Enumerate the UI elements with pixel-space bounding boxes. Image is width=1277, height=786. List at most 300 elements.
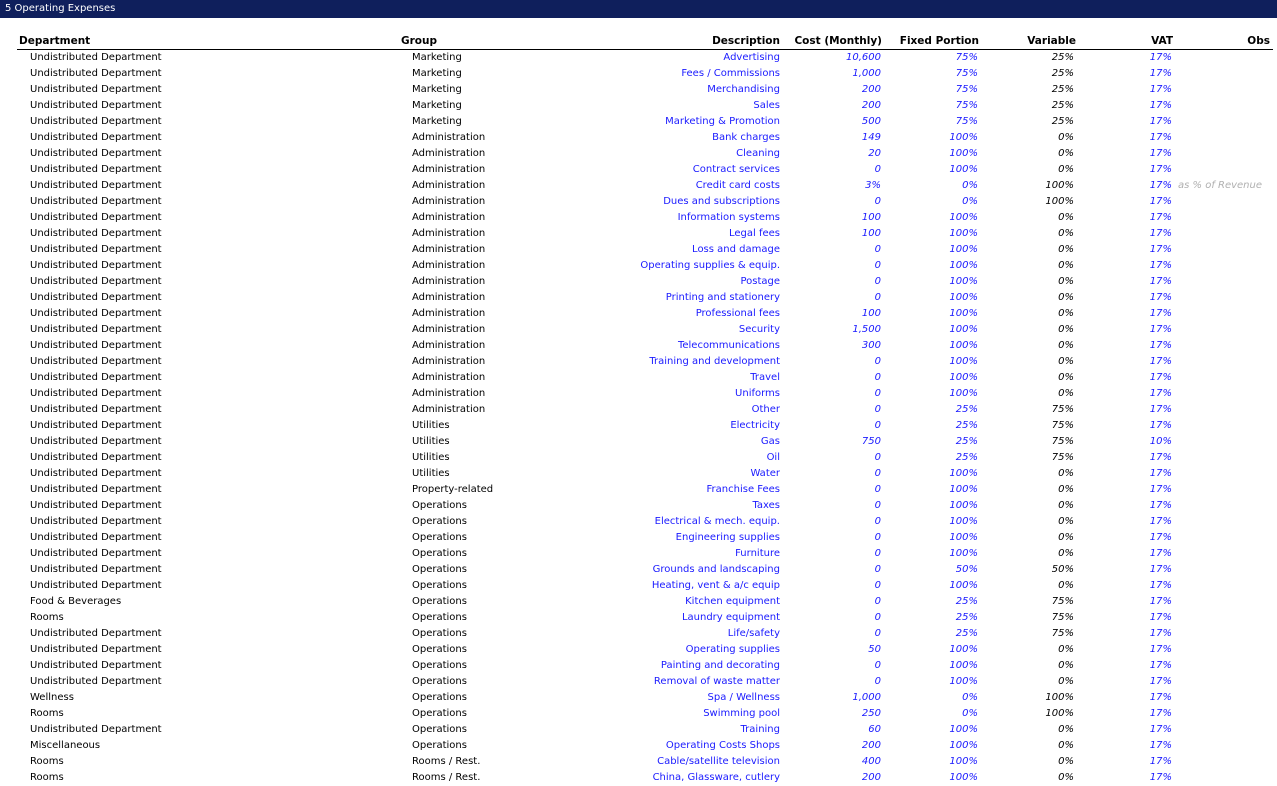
variable-cell: 0% xyxy=(1058,276,1074,287)
variable-cell: 50% xyxy=(1051,564,1074,575)
cost-input-cell[interactable]: 0 xyxy=(874,372,881,383)
group-cell: Operations xyxy=(412,516,467,527)
header-variable: Variable xyxy=(1027,35,1076,47)
variable-cell: 25% xyxy=(1051,100,1074,111)
description-cell[interactable]: Electrical & mech. equip. xyxy=(654,516,780,527)
department-cell: Rooms xyxy=(30,612,64,623)
description-cell[interactable]: Cleaning xyxy=(736,148,780,159)
vat-input-cell[interactable]: 17% xyxy=(1149,500,1172,511)
cost-input-cell[interactable]: 200 xyxy=(861,772,881,783)
department-cell: Undistributed Department xyxy=(30,308,162,319)
table-row xyxy=(0,402,1277,418)
vat-input-cell[interactable]: 17% xyxy=(1149,628,1172,639)
table-row xyxy=(0,258,1277,274)
cost-input-cell[interactable]: 0 xyxy=(874,628,881,639)
group-cell: Operations xyxy=(412,740,467,751)
fixed-portion-input-cell[interactable]: 75% xyxy=(955,84,978,95)
variable-cell: 75% xyxy=(1051,404,1074,415)
vat-input-cell[interactable]: 17% xyxy=(1149,356,1172,367)
description-cell[interactable]: Operating supplies & equip. xyxy=(640,260,780,271)
description-cell[interactable]: Water xyxy=(750,468,780,479)
cost-input-cell[interactable]: 0 xyxy=(874,420,881,431)
description-cell[interactable]: Gas xyxy=(760,436,780,447)
cost-input-cell[interactable]: 1,500 xyxy=(852,324,881,335)
vat-input-cell[interactable]: 17% xyxy=(1149,740,1172,751)
description-cell[interactable]: Heating, vent & a/c equip xyxy=(651,580,780,591)
fixed-portion-input-cell[interactable]: 100% xyxy=(949,756,978,767)
variable-cell: 75% xyxy=(1051,420,1074,431)
vat-input-cell[interactable]: 17% xyxy=(1149,612,1172,623)
group-cell: Administration xyxy=(412,196,486,207)
fixed-portion-input-cell[interactable]: 50% xyxy=(955,564,978,575)
department-cell: Food & Beverages xyxy=(30,596,122,607)
description-cell[interactable]: Cable/satellite television xyxy=(657,756,780,767)
fixed-portion-input-cell[interactable]: 100% xyxy=(949,372,978,383)
table-row xyxy=(0,338,1277,354)
vat-input-cell[interactable]: 17% xyxy=(1149,708,1172,719)
cost-input-cell[interactable]: 0 xyxy=(874,564,881,575)
description-cell[interactable]: Travel xyxy=(750,372,780,383)
description-cell[interactable]: Credit card costs xyxy=(695,180,780,191)
description-cell[interactable]: Life/safety xyxy=(727,628,780,639)
table-row xyxy=(0,178,1277,194)
vat-input-cell[interactable]: 17% xyxy=(1149,388,1172,399)
group-cell: Utilities xyxy=(412,468,450,479)
fixed-portion-input-cell[interactable]: 25% xyxy=(955,628,978,639)
cost-input-cell[interactable]: 400 xyxy=(861,756,881,767)
variable-cell: 0% xyxy=(1058,644,1074,655)
description-cell[interactable]: Painting and decorating xyxy=(660,660,780,671)
vat-input-cell[interactable]: 17% xyxy=(1149,420,1172,431)
fixed-portion-input-cell[interactable]: 100% xyxy=(949,516,978,527)
description-cell[interactable]: Operating supplies xyxy=(685,644,780,655)
fixed-portion-input-cell[interactable]: 100% xyxy=(949,724,978,735)
cost-input-cell[interactable]: 0 xyxy=(874,388,881,399)
description-cell[interactable]: Fees / Commissions xyxy=(681,68,780,79)
table-row xyxy=(0,210,1277,226)
variable-cell: 0% xyxy=(1058,356,1074,367)
cost-input-cell[interactable]: 0 xyxy=(874,532,881,543)
fixed-portion-input-cell[interactable]: 100% xyxy=(949,660,978,671)
vat-input-cell[interactable]: 17% xyxy=(1149,292,1172,303)
description-cell[interactable]: Legal fees xyxy=(728,228,780,239)
header-fixed-portion: Fixed Portion xyxy=(899,35,979,47)
description-cell[interactable]: Engineering supplies xyxy=(675,532,780,543)
variable-cell: 0% xyxy=(1058,228,1074,239)
fixed-portion-input-cell[interactable]: 25% xyxy=(955,612,978,623)
variable-cell: 0% xyxy=(1058,532,1074,543)
description-cell[interactable]: Kitchen equipment xyxy=(685,596,780,607)
description-cell[interactable]: Taxes xyxy=(752,500,780,511)
vat-input-cell[interactable]: 17% xyxy=(1149,244,1172,255)
cost-input-cell[interactable]: 10,600 xyxy=(846,52,881,63)
group-cell: Administration xyxy=(412,148,486,159)
table-row xyxy=(0,642,1277,658)
fixed-portion-input-cell[interactable]: 100% xyxy=(949,772,978,783)
fixed-portion-input-cell[interactable]: 100% xyxy=(949,388,978,399)
description-cell[interactable]: Uniforms xyxy=(735,388,780,399)
variable-cell: 0% xyxy=(1058,212,1074,223)
table-row xyxy=(0,514,1277,530)
description-cell[interactable]: Merchandising xyxy=(707,84,780,95)
fixed-portion-input-cell[interactable]: 100% xyxy=(949,340,978,351)
description-cell[interactable]: China, Glassware, cutlery xyxy=(652,772,780,783)
vat-input-cell[interactable]: 17% xyxy=(1149,148,1172,159)
vat-input-cell[interactable]: 17% xyxy=(1149,676,1172,687)
cost-input-cell[interactable]: 0 xyxy=(874,676,881,687)
group-cell: Operations xyxy=(412,708,467,719)
variable-cell: 0% xyxy=(1058,292,1074,303)
group-cell: Administration xyxy=(412,244,486,255)
cost-input-cell[interactable]: 0 xyxy=(874,292,881,303)
table-row xyxy=(0,546,1277,562)
fixed-portion-input-cell[interactable]: 0% xyxy=(962,708,978,719)
fixed-portion-input-cell[interactable]: 25% xyxy=(955,420,978,431)
vat-input-cell[interactable]: 17% xyxy=(1149,564,1172,575)
fixed-portion-input-cell[interactable]: 100% xyxy=(949,276,978,287)
vat-input-cell[interactable]: 17% xyxy=(1149,724,1172,735)
table-row xyxy=(0,114,1277,130)
group-cell: Rooms / Rest. xyxy=(412,772,481,783)
cost-input-cell[interactable]: 100 xyxy=(861,212,881,223)
group-cell: Marketing xyxy=(412,84,462,95)
fixed-portion-input-cell[interactable]: 75% xyxy=(955,52,978,63)
vat-input-cell[interactable]: 17% xyxy=(1149,164,1172,175)
group-cell: Administration xyxy=(412,388,486,399)
fixed-portion-input-cell[interactable]: 100% xyxy=(949,548,978,559)
header-vat: VAT xyxy=(1151,35,1173,47)
table-row xyxy=(0,594,1277,610)
fixed-portion-input-cell[interactable]: 100% xyxy=(949,532,978,543)
table-row xyxy=(0,306,1277,322)
department-cell: Undistributed Department xyxy=(30,468,162,479)
vat-input-cell[interactable]: 17% xyxy=(1149,468,1172,479)
section-title-bar xyxy=(0,0,1277,18)
department-cell: Undistributed Department xyxy=(30,212,162,223)
cost-input-cell[interactable]: 0 xyxy=(874,548,881,559)
cost-input-cell[interactable]: 0 xyxy=(874,260,881,271)
vat-input-cell[interactable]: 17% xyxy=(1149,84,1172,95)
table-row xyxy=(0,66,1277,82)
vat-input-cell[interactable]: 17% xyxy=(1149,772,1172,783)
cost-input-cell[interactable]: 0 xyxy=(874,164,881,175)
header-description: Description xyxy=(712,35,780,47)
department-cell: Undistributed Department xyxy=(30,68,162,79)
table-row xyxy=(0,578,1277,594)
group-cell: Administration xyxy=(412,276,486,287)
description-cell[interactable]: Telecommunications xyxy=(677,340,780,351)
vat-input-cell[interactable]: 17% xyxy=(1149,452,1172,463)
variable-cell: 0% xyxy=(1058,308,1074,319)
cost-input-cell[interactable]: 100 xyxy=(861,228,881,239)
variable-cell: 75% xyxy=(1051,612,1074,623)
variable-cell: 0% xyxy=(1058,244,1074,255)
department-cell: Undistributed Department xyxy=(30,388,162,399)
cost-input-cell[interactable]: 100 xyxy=(861,308,881,319)
vat-input-cell[interactable]: 17% xyxy=(1149,692,1172,703)
vat-input-cell[interactable]: 17% xyxy=(1149,484,1172,495)
vat-input-cell[interactable]: 17% xyxy=(1149,276,1172,287)
fixed-portion-input-cell[interactable]: 0% xyxy=(962,180,978,191)
description-cell[interactable]: Advertising xyxy=(723,52,780,63)
description-cell[interactable]: Furniture xyxy=(735,548,780,559)
table-row xyxy=(0,194,1277,210)
department-cell: Undistributed Department xyxy=(30,132,162,143)
fixed-portion-input-cell[interactable]: 100% xyxy=(949,132,978,143)
cost-input-cell[interactable]: 300 xyxy=(861,340,881,351)
department-cell: Undistributed Department xyxy=(30,724,162,735)
cost-input-cell[interactable]: 0 xyxy=(874,612,881,623)
cost-input-cell[interactable]: 50 xyxy=(868,644,881,655)
cost-input-cell[interactable]: 0 xyxy=(874,468,881,479)
group-cell: Administration xyxy=(412,260,486,271)
variable-cell: 100% xyxy=(1045,180,1074,191)
variable-cell: 0% xyxy=(1058,164,1074,175)
group-cell: Utilities xyxy=(412,452,450,463)
table-row xyxy=(0,770,1277,786)
cost-input-cell[interactable]: 149 xyxy=(861,132,881,143)
fixed-portion-input-cell[interactable]: 0% xyxy=(962,692,978,703)
variable-cell: 100% xyxy=(1045,196,1074,207)
cost-input-cell[interactable]: 0 xyxy=(874,452,881,463)
fixed-portion-input-cell[interactable]: 100% xyxy=(949,468,978,479)
vat-input-cell[interactable]: 17% xyxy=(1149,132,1172,143)
variable-cell: 0% xyxy=(1058,772,1074,783)
department-cell: Undistributed Department xyxy=(30,516,162,527)
variable-cell: 25% xyxy=(1051,52,1074,63)
description-cell[interactable]: Dues and subscriptions xyxy=(663,196,780,207)
variable-cell: 0% xyxy=(1058,676,1074,687)
group-cell: Operations xyxy=(412,612,467,623)
cost-input-cell[interactable]: 0 xyxy=(874,196,881,207)
fixed-portion-input-cell[interactable]: 100% xyxy=(949,740,978,751)
table-row xyxy=(0,226,1277,242)
description-cell[interactable]: Printing and stationery xyxy=(665,292,780,303)
group-cell: Administration xyxy=(412,180,486,191)
group-cell: Operations xyxy=(412,628,467,639)
table-row xyxy=(0,690,1277,706)
fixed-portion-input-cell[interactable]: 25% xyxy=(955,404,978,415)
vat-input-cell[interactable]: 17% xyxy=(1149,324,1172,335)
description-cell[interactable]: Loss and damage xyxy=(692,244,780,255)
fixed-portion-input-cell[interactable]: 100% xyxy=(949,500,978,511)
cost-input-cell[interactable]: 750 xyxy=(861,436,881,447)
fixed-portion-input-cell[interactable]: 100% xyxy=(949,644,978,655)
cost-input-cell[interactable]: 0 xyxy=(874,244,881,255)
description-cell[interactable]: Professional fees xyxy=(695,308,780,319)
vat-input-cell[interactable]: 17% xyxy=(1149,340,1172,351)
variable-cell: 0% xyxy=(1058,484,1074,495)
cost-input-cell[interactable]: 0 xyxy=(874,404,881,415)
group-cell: Marketing xyxy=(412,116,462,127)
fixed-portion-input-cell[interactable]: 25% xyxy=(955,596,978,607)
fixed-portion-input-cell[interactable]: 25% xyxy=(955,452,978,463)
table-row xyxy=(0,722,1277,738)
description-cell[interactable]: Contract services xyxy=(692,164,780,175)
description-cell[interactable]: Other xyxy=(751,404,780,415)
description-cell[interactable]: Operating Costs Shops xyxy=(665,740,780,751)
fixed-portion-input-cell[interactable]: 25% xyxy=(955,436,978,447)
vat-input-cell[interactable]: 17% xyxy=(1149,644,1172,655)
vat-input-cell[interactable]: 17% xyxy=(1149,100,1172,111)
cost-input-cell[interactable]: 3% xyxy=(865,180,881,191)
fixed-portion-input-cell[interactable]: 100% xyxy=(949,580,978,591)
table-row xyxy=(0,754,1277,770)
fixed-portion-input-cell[interactable]: 100% xyxy=(949,228,978,239)
description-cell[interactable]: Training xyxy=(740,724,780,735)
fixed-portion-input-cell[interactable]: 100% xyxy=(949,676,978,687)
cost-input-cell[interactable]: 60 xyxy=(868,724,881,735)
vat-input-cell[interactable]: 17% xyxy=(1149,548,1172,559)
description-cell[interactable]: Bank charges xyxy=(712,132,780,143)
department-cell: Undistributed Department xyxy=(30,580,162,591)
variable-cell: 0% xyxy=(1058,660,1074,671)
table-row xyxy=(0,482,1277,498)
cost-input-cell[interactable]: 0 xyxy=(874,596,881,607)
variable-cell: 0% xyxy=(1058,324,1074,335)
department-cell: Rooms xyxy=(30,772,64,783)
cost-input-cell[interactable]: 0 xyxy=(874,276,881,287)
vat-input-cell[interactable]: 17% xyxy=(1149,212,1172,223)
department-cell: Rooms xyxy=(30,756,64,767)
table-row xyxy=(0,658,1277,674)
cost-input-cell[interactable]: 250 xyxy=(861,708,881,719)
fixed-portion-input-cell[interactable]: 100% xyxy=(949,260,978,271)
department-cell: Undistributed Department xyxy=(30,228,162,239)
fixed-portion-input-cell[interactable]: 100% xyxy=(949,308,978,319)
department-cell: Undistributed Department xyxy=(30,420,162,431)
variable-cell: 25% xyxy=(1051,84,1074,95)
department-cell: Undistributed Department xyxy=(30,148,162,159)
cost-input-cell[interactable]: 0 xyxy=(874,500,881,511)
vat-input-cell[interactable]: 17% xyxy=(1149,404,1172,415)
vat-input-cell[interactable]: 17% xyxy=(1149,532,1172,543)
fixed-portion-input-cell[interactable]: 100% xyxy=(949,484,978,495)
department-cell: Undistributed Department xyxy=(30,324,162,335)
group-cell: Property-related xyxy=(412,484,494,495)
table-row xyxy=(0,498,1277,514)
department-cell: Undistributed Department xyxy=(30,644,162,655)
group-cell: Administration xyxy=(412,372,486,383)
department-cell: Undistributed Department xyxy=(30,116,162,127)
cost-input-cell[interactable]: 200 xyxy=(861,84,881,95)
department-cell: Undistributed Department xyxy=(30,260,162,271)
header-cost-monthly: Cost (Monthly) xyxy=(794,35,882,47)
fixed-portion-input-cell[interactable]: 75% xyxy=(955,116,978,127)
group-cell: Administration xyxy=(412,324,486,335)
vat-input-cell[interactable]: 17% xyxy=(1149,308,1172,319)
department-cell: Undistributed Department xyxy=(30,628,162,639)
cost-input-cell[interactable]: 0 xyxy=(874,580,881,591)
cost-input-cell[interactable]: 0 xyxy=(874,660,881,671)
group-cell: Administration xyxy=(412,308,486,319)
description-cell[interactable]: Electricity xyxy=(730,420,780,431)
fixed-portion-input-cell[interactable]: 100% xyxy=(949,244,978,255)
vat-input-cell[interactable]: 17% xyxy=(1149,116,1172,127)
fixed-portion-input-cell[interactable]: 75% xyxy=(955,68,978,79)
section-title: 5 Operating Expenses xyxy=(5,3,116,14)
fixed-portion-input-cell[interactable]: 75% xyxy=(955,100,978,111)
vat-input-cell[interactable]: 17% xyxy=(1149,660,1172,671)
vat-input-cell[interactable]: 17% xyxy=(1149,596,1172,607)
variable-cell: 25% xyxy=(1051,68,1074,79)
vat-input-cell[interactable]: 17% xyxy=(1149,180,1172,191)
vat-input-cell[interactable]: 17% xyxy=(1149,196,1172,207)
table-row xyxy=(0,274,1277,290)
group-cell: Operations xyxy=(412,644,467,655)
table-row xyxy=(0,562,1277,578)
department-cell: Rooms xyxy=(30,708,64,719)
cost-input-cell[interactable]: 0 xyxy=(874,484,881,495)
description-cell[interactable]: Postage xyxy=(740,276,780,287)
group-cell: Operations xyxy=(412,676,467,687)
description-cell[interactable]: Sales xyxy=(753,100,780,111)
group-cell: Operations xyxy=(412,564,467,575)
table-row xyxy=(0,130,1277,146)
vat-input-cell[interactable]: 17% xyxy=(1149,52,1172,63)
department-cell: Undistributed Department xyxy=(30,164,162,175)
department-cell: Undistributed Department xyxy=(30,356,162,367)
description-cell[interactable]: Security xyxy=(738,324,780,335)
fixed-portion-input-cell[interactable]: 100% xyxy=(949,356,978,367)
vat-input-cell[interactable]: 17% xyxy=(1149,260,1172,271)
vat-input-cell[interactable]: 17% xyxy=(1149,756,1172,767)
variable-cell: 0% xyxy=(1058,580,1074,591)
vat-input-cell[interactable]: 10% xyxy=(1149,436,1172,447)
fixed-portion-input-cell[interactable]: 100% xyxy=(949,164,978,175)
description-cell[interactable]: Removal of waste matter xyxy=(653,676,780,687)
group-cell: Utilities xyxy=(412,420,450,431)
description-cell[interactable]: Oil xyxy=(766,452,780,463)
department-cell: Undistributed Department xyxy=(30,292,162,303)
description-cell[interactable]: Training and development xyxy=(649,356,780,367)
description-cell[interactable]: Grounds and landscaping xyxy=(652,564,780,575)
description-cell[interactable]: Marketing & Promotion xyxy=(665,116,780,127)
description-cell[interactable]: Laundry equipment xyxy=(681,612,780,623)
description-cell[interactable]: Spa / Wellness xyxy=(707,692,780,703)
cost-input-cell[interactable]: 1,000 xyxy=(852,68,881,79)
cost-input-cell[interactable]: 500 xyxy=(861,116,881,127)
cost-input-cell[interactable]: 200 xyxy=(861,740,881,751)
fixed-portion-input-cell[interactable]: 100% xyxy=(949,148,978,159)
fixed-portion-input-cell[interactable]: 100% xyxy=(949,292,978,303)
header-group: Group xyxy=(401,35,438,47)
cost-input-cell[interactable]: 200 xyxy=(861,100,881,111)
fixed-portion-input-cell[interactable]: 100% xyxy=(949,324,978,335)
vat-input-cell[interactable]: 17% xyxy=(1149,516,1172,527)
vat-input-cell[interactable]: 17% xyxy=(1149,228,1172,239)
vat-input-cell[interactable]: 17% xyxy=(1149,372,1172,383)
description-cell[interactable]: Information systems xyxy=(677,212,780,223)
group-cell: Operations xyxy=(412,660,467,671)
description-cell[interactable]: Franchise Fees xyxy=(706,484,780,495)
table-row xyxy=(0,386,1277,402)
department-cell: Undistributed Department xyxy=(30,452,162,463)
cost-input-cell[interactable]: 20 xyxy=(868,148,881,159)
fixed-portion-input-cell[interactable]: 0% xyxy=(962,196,978,207)
variable-cell: 0% xyxy=(1058,148,1074,159)
description-cell[interactable]: Swimming pool xyxy=(703,708,780,719)
table-row xyxy=(0,146,1277,162)
variable-cell: 75% xyxy=(1051,596,1074,607)
variable-cell: 0% xyxy=(1058,724,1074,735)
cost-input-cell[interactable]: 0 xyxy=(874,516,881,527)
fixed-portion-input-cell[interactable]: 100% xyxy=(949,212,978,223)
vat-input-cell[interactable]: 17% xyxy=(1149,68,1172,79)
cost-input-cell[interactable]: 1,000 xyxy=(852,692,881,703)
vat-input-cell[interactable]: 17% xyxy=(1149,580,1172,591)
cost-input-cell[interactable]: 0 xyxy=(874,356,881,367)
